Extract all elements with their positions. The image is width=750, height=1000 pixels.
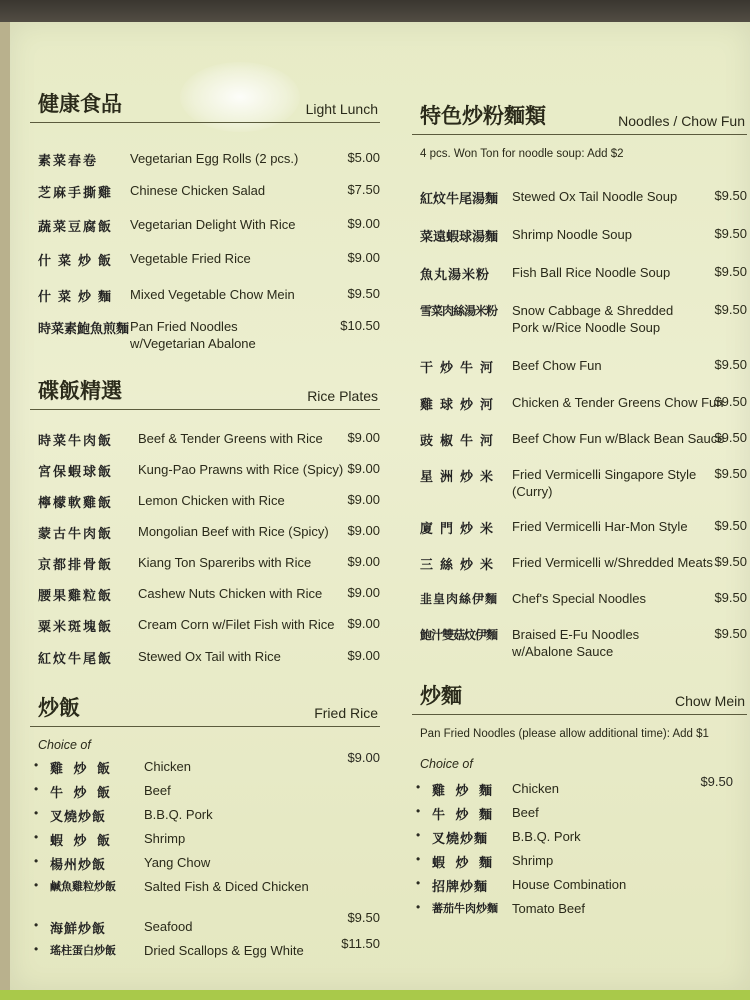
item-name-en: Chinese Chicken Salad [130,183,266,198]
item-name-zh: 瑤柱蛋白炒飯 [50,944,116,957]
item-name-zh: 雞球炒河 [420,398,501,413]
item-price: $5.00 [347,150,380,165]
item-name-en: Stewed Ox Tail Noodle Soup [512,189,678,204]
item-name-en: Pan Fried Noodles w/Vegetarian Abalone [130,319,256,351]
item-price: $9.50 [714,357,747,372]
item-name-en: Beef [512,805,539,820]
item-name-en: B.B.Q. Pork [512,829,581,844]
bullet-icon: • [416,804,421,818]
bullet-icon: • [416,780,421,794]
item-name-en: B.B.Q. Pork [144,807,213,822]
choice-label: Choice of [420,757,473,771]
item-name-zh: 紅炆牛尾飯 [38,652,114,667]
item-name-en: Snow Cabbage & Shredded Pork w/Rice Noodle Soup [512,303,674,335]
item-name-en: Fried Vermicelli w/Shredded Meats [512,555,713,570]
item-name-en: Beef Chow Fun [512,358,602,373]
section-note: Pan Fried Noodles (please allow additional time): Add $1 [420,728,709,740]
section-title-zh: 特色炒粉麵類 [420,104,546,128]
item-name-zh: 廈門炒米 [420,522,501,537]
item-price: $9.50 [714,394,747,409]
item-name-en: Cashew Nuts Chicken with Rice [138,586,323,601]
section-title-zh: 炒麵 [420,684,462,708]
item-name-zh: 鹹魚雞粒炒飯 [50,880,116,893]
bullet-icon: • [416,852,421,866]
item-name-en: Seafood [144,919,193,934]
item-name-zh: 豉椒牛河 [420,434,501,449]
item-name-en: Mongolian Beef with Rice (Spicy) [138,524,329,539]
item-name-zh: 蝦 炒 飯 [50,834,114,849]
item-price: $9.50 [347,286,380,301]
item-name-en: Fried Vermicelli Singapore Style (Curry) [512,467,697,499]
item-name-zh: 牛 炒 麵 [432,808,496,823]
item-name-zh: 楊州炒飯 [50,858,107,873]
item-price: $9.50 [714,626,747,641]
item-name-en: Vegetable Fried Rice [130,251,251,266]
item-name-zh: 叉燒炒麵 [432,832,489,847]
bullet-icon: • [416,828,421,842]
item-name-en: Beef & Tender Greens with Rice [138,431,323,446]
section-title-en: Chow Mein [674,693,745,709]
bullet-icon: • [416,876,421,890]
item-price: $11.50 [341,936,380,951]
item-name-en: House Combination [512,877,627,892]
item-price: $9.50 [347,910,380,925]
section-title-zh: 健康食品 [38,92,122,116]
bullet-icon: • [34,878,39,892]
item-name-en: Shrimp Noodle Soup [512,227,632,242]
section-title-en: Rice Plates [307,388,378,404]
item-name-en: Cream Corn w/Filet Fish with Rice [138,617,335,632]
item-name-en: Braised E-Fu Noodles w/Abalone Sauce [512,627,640,659]
item-name-en: Chef's Special Noodles [512,591,646,606]
section-header [30,694,380,727]
item-name-en: Beef Chow Fun w/Black Bean Sauce [512,431,725,446]
item-price: $9.50 [714,590,747,605]
item-name-zh: 干炒牛河 [420,361,501,376]
item-name-zh: 檸檬軟雞飯 [38,496,114,511]
item-name-zh: 宮保蝦球飯 [38,465,114,480]
item-name-zh: 魚丸湯米粉 [420,268,491,283]
bullet-icon: • [34,942,39,956]
item-price: $9.50 [714,430,747,445]
section-title-en: Fried Rice [314,705,378,721]
section-header [30,90,380,123]
item-name-en: Chicken [144,759,191,774]
item-price: $9.00 [347,430,380,445]
item-price: $9.50 [714,518,747,533]
item-price: $9.00 [347,523,380,538]
item-name-en: Vegetarian Egg Rolls (2 pcs.) [130,151,299,166]
item-name-en: Vegetarian Delight With Rice [130,217,296,232]
item-name-zh: 京都排骨飯 [38,558,114,573]
item-name-zh: 牛 炒 飯 [50,786,114,801]
bullet-icon: • [34,782,39,796]
item-price: $9.50 [714,466,747,481]
item-name-zh: 芝麻手撕雞 [38,186,114,201]
item-name-en: Dried Scallops & Egg White [144,943,304,958]
item-name-zh: 腰果雞粒飯 [38,589,114,604]
item-name-en: Kung-Pao Prawns with Rice (Spicy) [138,462,344,477]
bullet-icon: • [34,830,39,844]
item-name-zh: 雞 炒 飯 [50,762,114,777]
bullet-icon: • [34,758,39,772]
item-name-zh: 粟米斑塊飯 [38,620,114,635]
item-price: $9.50 [714,554,747,569]
item-name-zh: 雞 炒 麵 [432,784,496,799]
item-name-zh: 雪菜肉絲湯米粉 [420,304,498,318]
item-name-zh: 時菜牛肉飯 [38,434,114,449]
group-price: $9.50 [700,774,733,789]
item-price: $9.00 [347,216,380,231]
section-note: 4 pcs. Won Ton for noodle soup: Add $2 [420,148,624,160]
item-name-en: Beef [144,783,171,798]
item-name-en: Chicken [512,781,559,796]
item-name-en: Fish Ball Rice Noodle Soup [512,265,671,280]
background-bottom [0,990,750,1000]
menu-page [10,22,750,992]
item-name-zh: 三絲炒米 [420,558,501,573]
item-price: $9.50 [714,264,747,279]
item-name-zh: 韭皇肉絲伊麵 [420,592,499,606]
item-name-en: Chicken & Tender Greens Chow Fun [512,395,724,410]
section-title-zh: 碟飯精選 [38,379,122,403]
item-name-zh: 叉燒炒飯 [50,810,107,825]
item-name-en: Stewed Ox Tail with Rice [138,649,281,664]
item-name-zh: 紅炆牛尾湯麵 [420,192,499,207]
item-name-zh: 蕃茄牛肉炒麵 [432,902,498,915]
choice-label: Choice of [38,738,91,752]
item-price: $10.50 [340,318,380,333]
item-name-en: Shrimp [512,853,554,868]
item-name-zh: 蒙古牛肉飯 [38,527,114,542]
item-name-en: Salted Fish & Diced Chicken [144,879,309,894]
section-header [412,682,747,715]
item-name-zh: 什菜炒麵 [38,290,119,305]
item-price: $9.00 [347,492,380,507]
item-name-zh: 招牌炒麵 [432,880,489,895]
item-price: $9.00 [347,616,380,631]
item-name-en: Tomato Beef [512,901,585,916]
section-title-en: Noodles / Chow Fun [618,113,745,129]
item-name-zh: 星洲炒米 [420,470,501,485]
item-name-zh: 鮑汁雙菇炆伊麵 [420,628,498,642]
item-name-zh: 蔬菜豆腐飯 [38,220,114,235]
item-price: $9.00 [347,648,380,663]
item-price: $9.00 [347,250,380,265]
section-header [30,377,380,410]
item-price: $9.50 [714,226,747,241]
menu-edge [0,22,10,992]
bullet-icon: • [416,900,421,914]
section-title-zh: 炒飯 [38,696,80,720]
item-name-zh: 什菜炒飯 [38,254,119,269]
section-header [412,102,747,135]
item-name-en: Lemon Chicken with Rice [138,493,285,508]
item-price: $7.50 [347,182,380,197]
item-name-zh: 海鮮炒飯 [50,922,107,937]
section-title-en: Light Lunch [305,101,378,117]
bullet-icon: • [34,918,39,932]
item-name-zh: 蝦 炒 麵 [432,856,496,871]
item-price: $9.00 [347,554,380,569]
item-name-zh: 素菜春卷 [38,154,99,169]
item-price: $9.50 [714,302,747,317]
item-name-en: Yang Chow [144,855,211,870]
item-price: $9.00 [347,461,380,476]
item-name-en: Shrimp [144,831,186,846]
bullet-icon: • [34,854,39,868]
item-price: $9.50 [714,188,747,203]
item-name-zh: 時菜素鮑魚煎麵 [38,322,130,337]
item-name-en: Fried Vermicelli Har-Mon Style [512,519,688,534]
item-name-zh: 菜遠蝦球湯麵 [420,230,499,245]
group-price: $9.00 [347,750,380,765]
item-price: $9.00 [347,585,380,600]
bullet-icon: • [34,806,39,820]
item-name-en: Mixed Vegetable Chow Mein [130,287,295,302]
item-name-en: Kiang Ton Spareribs with Rice [138,555,312,570]
